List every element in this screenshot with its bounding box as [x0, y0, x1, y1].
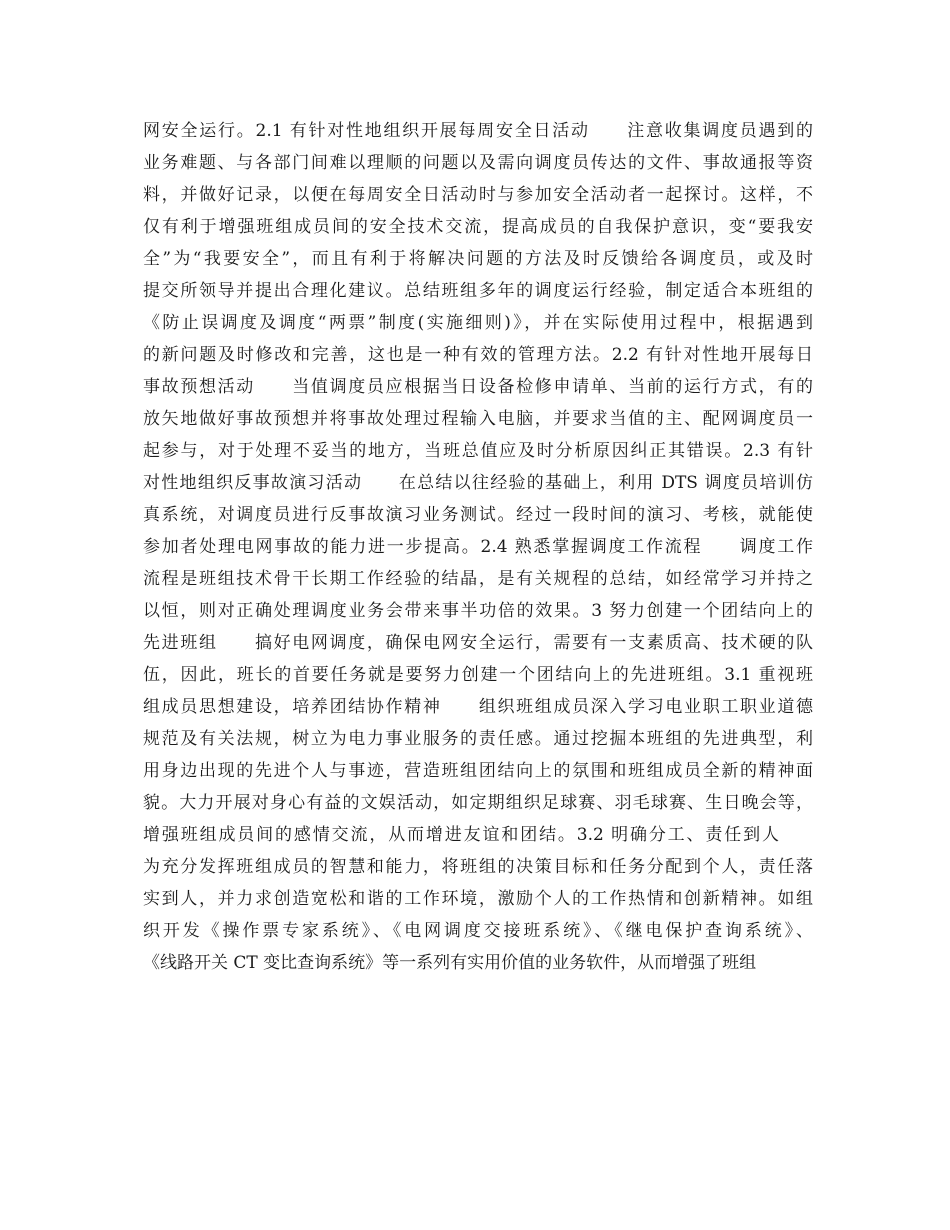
text-line: 用身边出现的先进个人与事迹，营造班组团结向上的氛围和班组成员全新的精神面	[143, 761, 813, 781]
text-line: 对性地组织反事故演习活动 在总结以往经验的基础上，利用 DTS 调度员培训仿	[143, 473, 813, 493]
text-line: 的新问题及时修改和完善，这也是一种有效的管理方法。2.2 有针对性地开展每日	[143, 345, 813, 365]
text-line: 网安全运行。2.1 有针对性地组织开展每周安全日活动 注意收集调度员遇到的	[143, 121, 813, 141]
text-line: 为充分发挥班组成员的智慧和能力，将班组的决策目标和任务分配到个人，责任落	[143, 857, 813, 877]
body-text	[143, 115, 813, 979]
text-line: 参加者处理电网事故的能力进一步提高。2.4 熟悉掌握调度工作流程 调度工作	[143, 537, 813, 557]
text-line: 全”为“我要安全”，而且有利于将解决问题的方法及时反馈给各调度员，或及时	[143, 249, 813, 269]
text-line: 提交所领导并提出合理化建议。总结班组多年的调度运行经验，制定适合本班组的	[143, 281, 813, 301]
text-line: 《防止误调度及调度“两票”制度(实施细则)》，并在实际使用过程中，根据遇到	[143, 313, 813, 333]
text-line: 仅有利于增强班组成员间的安全技术交流，提高成员的自我保护意识，变“要我安	[143, 217, 813, 237]
text-line: 织开发《操作票专家系统》、《电网调度交接班系统》、《继电保护查询系统》、	[143, 921, 813, 941]
text-line: 组成员思想建设，培养团结协作精神 组织班组成员深入学习电业职工职业道德	[143, 697, 813, 717]
text-line: 貌。大力开展对身心有益的文娱活动，如定期组织足球赛、羽毛球赛、生日晚会等，	[143, 793, 813, 813]
text-line: 《线路开关 CT 变比查询系统》等一系列有实用价值的业务软件，从而增强了班组	[143, 953, 757, 973]
text-line: 以恒，则对正确处理调度业务会带来事半功倍的效果。3 努力创建一个团结向上的	[143, 601, 813, 621]
text-line: 放矢地做好事故预想并将事故处理过程输入电脑，并要求当值的主、配网调度员一	[143, 409, 813, 429]
text-line: 料，并做好记录，以便在每周安全日活动时与参加安全活动者一起探讨。这样，不	[143, 185, 813, 205]
text-line: 起参与，对于处理不妥当的地方，当班总值应及时分析原因纠正其错误。2.3 有针	[143, 441, 813, 461]
text-line: 先进班组 搞好电网调度，确保电网安全运行，需要有一支素质高、技术硬的队	[143, 633, 813, 653]
text-line: 增强班组成员间的感情交流，从而增进友谊和团结。3.2 明确分工、责任到人	[143, 825, 813, 845]
text-line: 业务难题、与各部门间难以理顺的问题以及需向调度员传达的文件、事故通报等资	[143, 153, 813, 173]
text-line: 伍，因此，班长的首要任务就是要努力创建一个团结向上的先进班组。3.1 重视班	[143, 665, 813, 685]
text-line: 规范及有关法规，树立为电力事业服务的责任感。通过挖掘本班组的先进典型，利	[143, 729, 813, 749]
text-line: 事故预想活动 当值调度员应根据当日设备检修申请单、当前的运行方式，有的	[143, 377, 813, 397]
text-line: 真系统，对调度员进行反事故演习业务测试。经过一段时间的演习、考核，就能使	[143, 505, 813, 525]
text-line: 流程是班组技术骨干长期工作经验的结晶，是有关规程的总结，如经常学习并持之	[143, 569, 813, 589]
text-line: 实到人，并力求创造宽松和谐的工作环境，激励个人的工作热情和创新精神。如组	[143, 889, 813, 909]
